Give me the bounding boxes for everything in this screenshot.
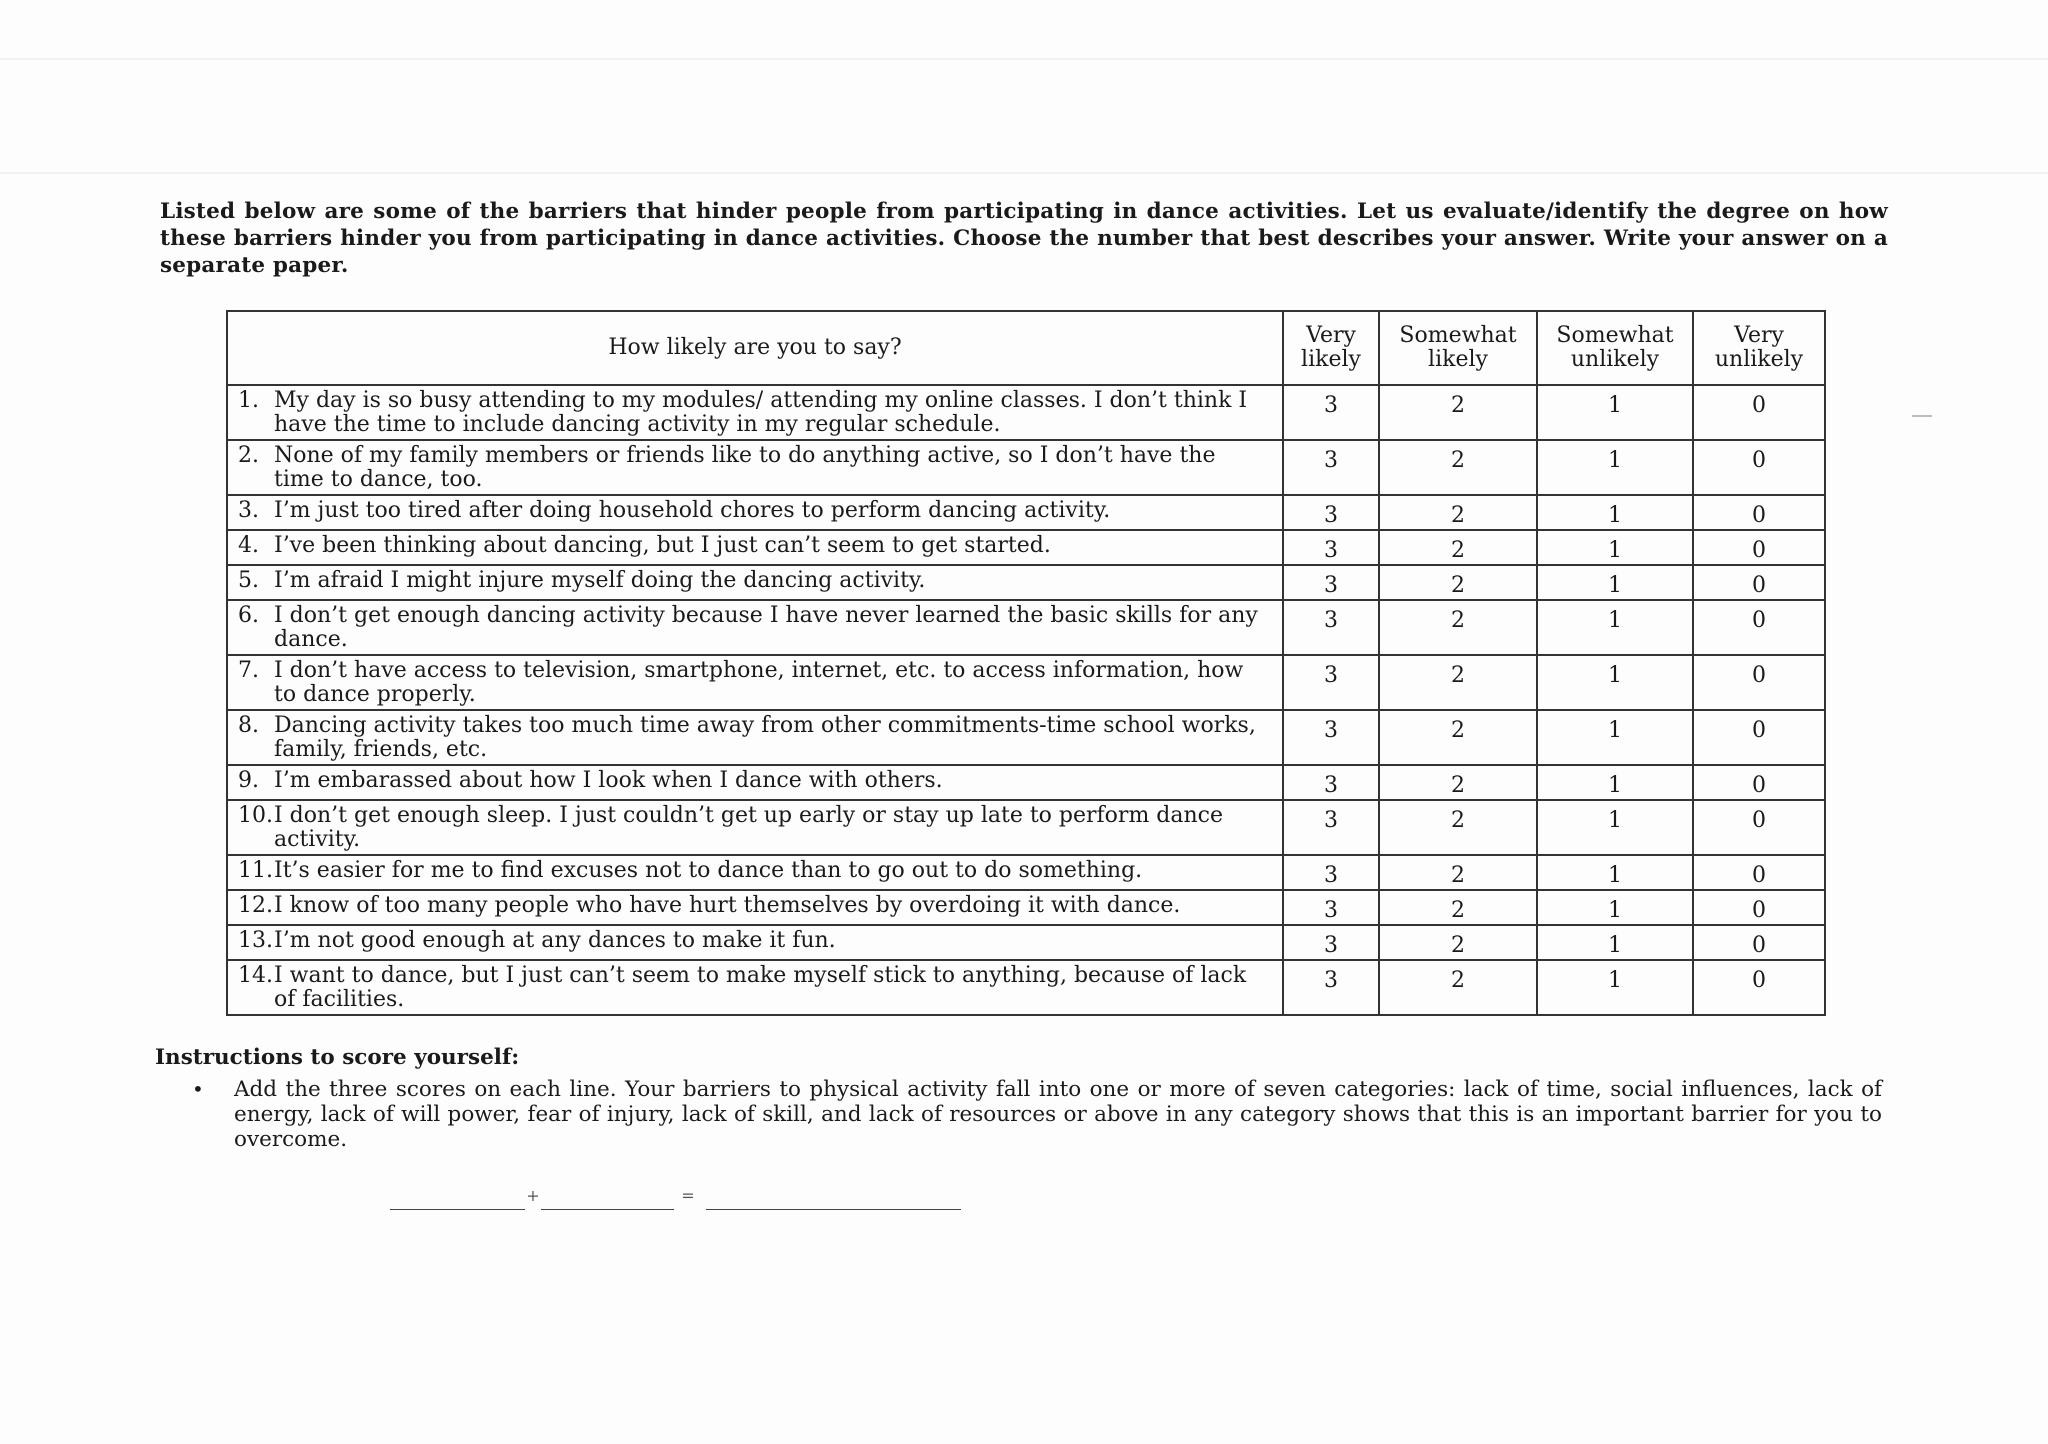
scan-artifact-line	[0, 172, 2048, 174]
instructions-text: Add the three scores on each line. Your barriers to physical activity fall into one or more of seven categories: lack of time, social influences, lack of energy, lack of will power, fear of injury, lack of skill, and lack of resources or above in any category shows that this is an important barrier for you to overcome.	[234, 1077, 1882, 1152]
item-number: 9.	[238, 768, 259, 793]
score-formula	[390, 1188, 961, 1210]
item-text: I’m just too tired after doing household chores to perform dancing activity.	[274, 498, 1111, 523]
score-somewhat-unlikely: 1	[1537, 800, 1693, 855]
score-very-unlikely: 0	[1693, 925, 1825, 960]
table-row	[227, 890, 1825, 925]
item-number: 4.	[238, 533, 259, 558]
column-header-very-unlikely: Very unlikely	[1693, 311, 1825, 385]
score-very-unlikely: 0	[1693, 655, 1825, 710]
instructions-bullet-item	[192, 1077, 1882, 1152]
table-row	[227, 855, 1825, 890]
scan-artifact-line	[0, 58, 2048, 60]
score-very-likely: 3	[1283, 530, 1379, 565]
score-very-likely: 3	[1283, 600, 1379, 655]
score-very-unlikely: 0	[1693, 440, 1825, 495]
question-column-header: How likely are you to say?	[227, 311, 1283, 385]
table-row	[227, 710, 1825, 765]
item-text: I don’t get enough sleep. I just couldn’t get up early or stay up late to perform dance activity.	[274, 803, 1224, 852]
table-row	[227, 565, 1825, 600]
table-row	[227, 530, 1825, 565]
score-somewhat-unlikely: 1	[1537, 530, 1693, 565]
score-very-likely: 3	[1283, 710, 1379, 765]
score-very-unlikely: 0	[1693, 530, 1825, 565]
item-text: I’ve been thinking about dancing, but I just can’t seem to get started.	[274, 533, 1051, 558]
table-row	[227, 495, 1825, 530]
score-total-blank	[706, 1189, 961, 1210]
score-somewhat-unlikely: 1	[1537, 655, 1693, 710]
score-somewhat-unlikely: 1	[1537, 565, 1693, 600]
score-somewhat-likely: 2	[1379, 800, 1537, 855]
item-number: 12.	[238, 893, 273, 918]
score-somewhat-likely: 2	[1379, 565, 1537, 600]
score-somewhat-unlikely: 1	[1537, 960, 1693, 1015]
score-somewhat-likely: 2	[1379, 890, 1537, 925]
score-very-unlikely: 0	[1693, 385, 1825, 440]
score-somewhat-likely: 2	[1379, 600, 1537, 655]
item-number: 7.	[238, 658, 259, 683]
barrier-statement-cell	[227, 855, 1283, 890]
score-very-likely: 3	[1283, 800, 1379, 855]
item-number: 5.	[238, 568, 259, 593]
score-very-likely: 3	[1283, 440, 1379, 495]
table-header-row	[227, 311, 1825, 385]
score-somewhat-unlikely: 1	[1537, 710, 1693, 765]
item-text: It’s easier for me to find excuses not to dance than to go out to do something.	[274, 858, 1143, 883]
item-number: 1.	[238, 388, 259, 413]
table-row	[227, 385, 1825, 440]
equals-sign: =	[681, 1186, 695, 1205]
barrier-statement-cell	[227, 600, 1283, 655]
score-very-likely: 3	[1283, 385, 1379, 440]
score-very-unlikely: 0	[1693, 495, 1825, 530]
barrier-statement-cell	[227, 565, 1283, 600]
score-somewhat-likely: 2	[1379, 855, 1537, 890]
score-somewhat-likely: 2	[1379, 925, 1537, 960]
scan-mark	[1912, 415, 1932, 417]
score-very-unlikely: 0	[1693, 855, 1825, 890]
barrier-statement-cell	[227, 655, 1283, 710]
score-very-likely: 3	[1283, 565, 1379, 600]
score-very-unlikely: 0	[1693, 800, 1825, 855]
score-somewhat-unlikely: 1	[1537, 890, 1693, 925]
score-somewhat-likely: 2	[1379, 440, 1537, 495]
item-text: I don’t have access to television, smartphone, internet, etc. to access information, how to dance properly.	[274, 658, 1244, 707]
score-very-likely: 3	[1283, 890, 1379, 925]
score-very-likely: 3	[1283, 960, 1379, 1015]
item-text: I’m afraid I might injure myself doing the dancing activity.	[274, 568, 926, 593]
item-number: 10.	[238, 803, 273, 828]
score-somewhat-unlikely: 1	[1537, 925, 1693, 960]
barrier-statement-cell	[227, 385, 1283, 440]
score-somewhat-likely: 2	[1379, 385, 1537, 440]
score-very-likely: 3	[1283, 655, 1379, 710]
score-very-unlikely: 0	[1693, 890, 1825, 925]
score-somewhat-likely: 2	[1379, 495, 1537, 530]
score-very-likely: 3	[1283, 495, 1379, 530]
table-row	[227, 655, 1825, 710]
item-number: 3.	[238, 498, 259, 523]
score-somewhat-likely: 2	[1379, 530, 1537, 565]
item-text: I don’t get enough dancing activity because I have never learned the basic skills for any dance.	[274, 603, 1258, 652]
item-number: 2.	[238, 443, 259, 468]
score-somewhat-likely: 2	[1379, 765, 1537, 800]
item-text: My day is so busy attending to my modules/ attending my online classes. I don’t think I have the time to include dancing activity in my regular schedule.	[274, 388, 1248, 437]
bullet-dot: •	[192, 1077, 204, 1101]
score-very-likely: 3	[1283, 925, 1379, 960]
barrier-statement-cell	[227, 710, 1283, 765]
table-row	[227, 765, 1825, 800]
column-header-somewhat-likely: Somewhat likely	[1379, 311, 1537, 385]
barrier-statement-cell	[227, 960, 1283, 1015]
intro-paragraph: Listed below are some of the barriers that hinder people from participating in dance activities. Let us evaluate/identify the degree on how these barriers hinder you from participating in dance activities. Choose the number that best describes your answer. Write your answer on a separate paper.	[160, 199, 1888, 278]
barrier-statement-cell	[227, 800, 1283, 855]
barriers-table	[226, 310, 1826, 1016]
score-very-likely: 3	[1283, 855, 1379, 890]
item-number: 14.	[238, 963, 273, 988]
score-very-unlikely: 0	[1693, 960, 1825, 1015]
instructions-title: Instructions to score yourself:	[155, 1045, 520, 1070]
column-header-very-likely: Very likely	[1283, 311, 1379, 385]
score-somewhat-likely: 2	[1379, 960, 1537, 1015]
table-row	[227, 800, 1825, 855]
score-blank-2	[541, 1189, 674, 1210]
score-somewhat-unlikely: 1	[1537, 855, 1693, 890]
item-text: I want to dance, but I just can’t seem to make myself stick to anything, because of lack of facilities.	[274, 963, 1247, 1012]
score-somewhat-unlikely: 1	[1537, 600, 1693, 655]
score-blank-1	[390, 1189, 525, 1210]
item-number: 6.	[238, 603, 259, 628]
item-text: Dancing activity takes too much time away from other commitments-time school works, family, friends, etc.	[274, 713, 1256, 762]
score-very-likely: 3	[1283, 765, 1379, 800]
score-somewhat-unlikely: 1	[1537, 495, 1693, 530]
table-row	[227, 440, 1825, 495]
score-somewhat-likely: 2	[1379, 710, 1537, 765]
score-very-unlikely: 0	[1693, 600, 1825, 655]
barrier-statement-cell	[227, 765, 1283, 800]
score-somewhat-likely: 2	[1379, 655, 1537, 710]
table-row	[227, 925, 1825, 960]
table-row	[227, 960, 1825, 1015]
item-text: I’m not good enough at any dances to make it fun.	[274, 928, 836, 953]
barrier-statement-cell	[227, 440, 1283, 495]
item-number: 13.	[238, 928, 273, 953]
item-text: I know of too many people who have hurt themselves by overdoing it with dance.	[274, 893, 1181, 918]
plus-sign: +	[526, 1186, 540, 1205]
table-row	[227, 600, 1825, 655]
score-somewhat-unlikely: 1	[1537, 765, 1693, 800]
barrier-statement-cell	[227, 925, 1283, 960]
barrier-statement-cell	[227, 530, 1283, 565]
item-number: 8.	[238, 713, 259, 738]
column-header-somewhat-unlikely: Somewhat unlikely	[1537, 311, 1693, 385]
score-very-unlikely: 0	[1693, 765, 1825, 800]
item-text: None of my family members or friends like to do anything active, so I don’t have the time to dance, too.	[274, 443, 1216, 492]
score-very-unlikely: 0	[1693, 710, 1825, 765]
item-text: I’m embarassed about how I look when I dance with others.	[274, 768, 943, 793]
item-number: 11.	[238, 858, 273, 883]
score-somewhat-unlikely: 1	[1537, 385, 1693, 440]
barrier-statement-cell	[227, 890, 1283, 925]
barrier-statement-cell	[227, 495, 1283, 530]
score-very-unlikely: 0	[1693, 565, 1825, 600]
score-somewhat-unlikely: 1	[1537, 440, 1693, 495]
